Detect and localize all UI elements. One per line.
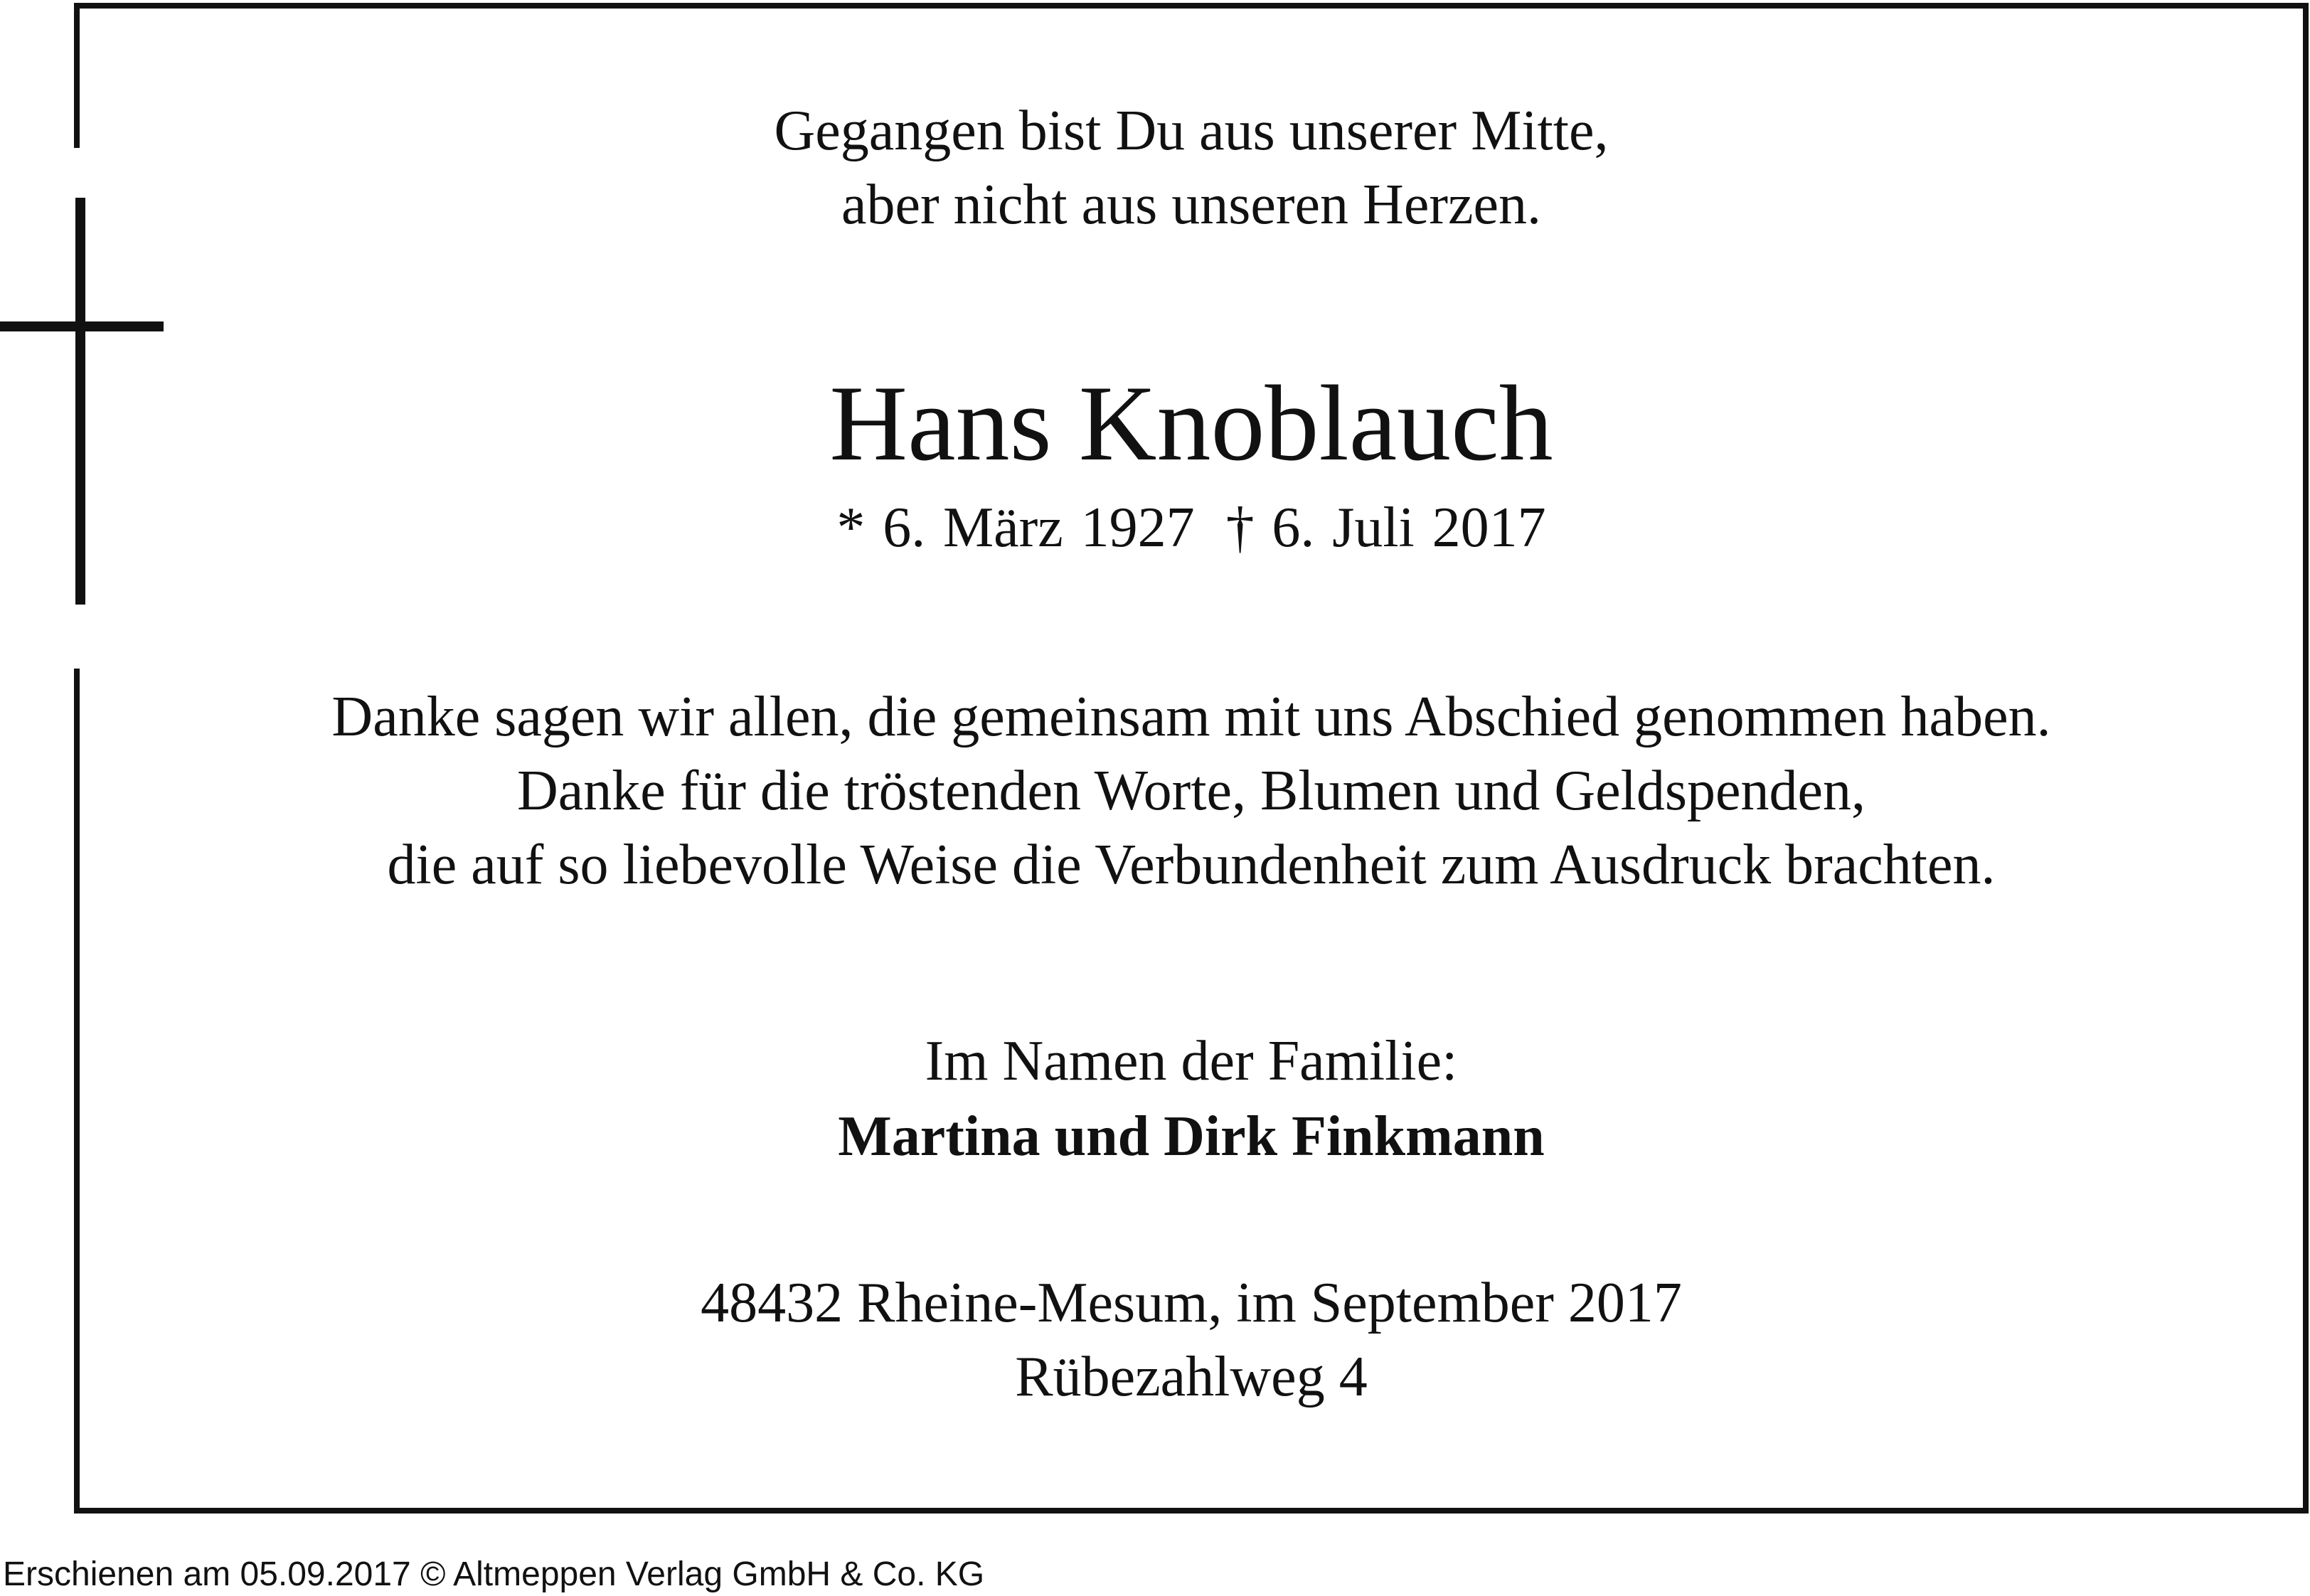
frame-border-left-lower [74,669,80,1513]
motto-line-1: Gegangen bist Du aus unserer Mitte, [774,100,1609,162]
thanks-line-3: die auf so liebevolle Weise die Verbundenheit zum Ausdruck brachten. [387,834,1996,896]
family-names: Martina und Dirk Finkmann [838,1105,1545,1168]
thanks-line-1: Danke sagen wir allen, die gemeinsam mit uns Abschied genommen haben. [331,686,2051,748]
death-date: † 6. Juli 2017 [1225,496,1546,559]
cross-horizontal-bar [0,321,164,331]
family-intro: Im Namen der Familie: [925,1030,1458,1092]
life-dates [80,491,2303,565]
frame-border-bottom [74,1508,2309,1513]
frame-border-left-upper [74,3,80,148]
deceased-name: Hans Knoblauch [829,363,1553,483]
frame-border-top [74,3,2309,9]
publication-footer: Erschienen am 05.09.2017 © Altmeppen Verlag GmbH & Co. KG [3,1555,985,1593]
thanks-line-2: Danke für die tröstenden Worte, Blumen und Geldspenden, [516,760,1866,822]
birth-date: * 6. März 1927 [836,496,1195,559]
location-line-1: 48432 Rheine-Mesum, im September 2017 [701,1272,1682,1334]
location [80,1266,2303,1414]
motto-line-2: aber nicht aus unseren Herzen. [841,174,1541,236]
thanks-text [80,680,2303,902]
frame-border-right [2303,3,2309,1513]
motto [80,94,2303,242]
location-line-2: Rübezahlweg 4 [1015,1346,1368,1408]
